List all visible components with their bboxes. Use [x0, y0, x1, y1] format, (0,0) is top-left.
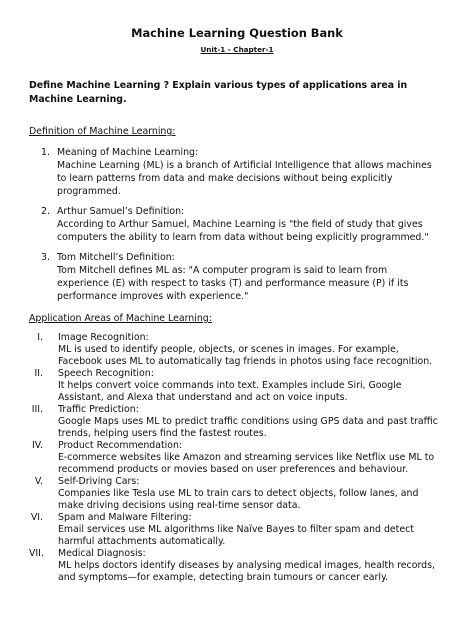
item-heading: Medical Diagnosis: — [58, 548, 146, 559]
item-heading: Image Recognition: — [58, 332, 149, 343]
definition-item — [41, 251, 451, 303]
item-text: ML is used to identify people, objects, or scenes in images. For example, — [58, 344, 399, 355]
application-item — [29, 404, 449, 440]
item-text: Assistant, and Alexa that understand and act on voice inputs. — [58, 392, 348, 403]
application-item — [29, 332, 449, 368]
application-item — [29, 512, 449, 548]
item-text: programmed. — [57, 186, 121, 197]
item-text: make driving decisions using real-time sensor data. — [58, 500, 301, 511]
definition-heading: Definition of Machine Learning: — [29, 126, 176, 137]
item-text: Google Maps uses ML to predict traffic conditions using GPS data and past traffic — [58, 416, 438, 427]
item-number: V. — [34, 476, 43, 487]
applications-list — [29, 332, 449, 584]
item-number: VI. — [30, 512, 43, 523]
question-text — [29, 79, 449, 107]
applications-heading: Application Areas of Machine Learning: — [29, 313, 212, 324]
item-heading: Spam and Malware Filtering: — [58, 512, 192, 523]
item-text: ML helps doctors identify diseases by analysing medical images, health records, — [58, 560, 435, 571]
item-text: It helps convert voice commands into text. Examples include Siri, Google — [58, 380, 402, 391]
item-text: E-commerce websites like Amazon and streaming services like Netflix use ML to — [58, 452, 435, 463]
item-heading: Product Recommendation: — [58, 440, 183, 451]
item-number: III. — [31, 404, 43, 415]
item-text: harmful attachments automatically. — [58, 536, 226, 547]
item-number: VII. — [29, 548, 44, 559]
unit-chapter-label: Unit-1 - Chapter-1 — [200, 45, 274, 54]
item-number: II. — [34, 368, 43, 379]
item-heading: Meaning of Machine Learning: — [57, 147, 199, 158]
application-item — [29, 440, 449, 476]
item-number: I. — [37, 332, 43, 343]
item-text: to learn patterns from data and make decisions without being explicitly — [57, 173, 393, 184]
definition-item — [41, 205, 451, 244]
item-text: trends, helping users find the fastest routes. — [58, 428, 267, 439]
item-number: 2. — [41, 206, 50, 217]
item-number: 3. — [41, 252, 50, 263]
item-text: Tom Mitchell defines ML as: "A computer program is said to learn from — [57, 265, 388, 276]
definition-list — [41, 146, 451, 310]
application-item — [29, 476, 449, 512]
item-text: performance improves with experience." — [57, 291, 249, 302]
item-text: According to Arthur Samuel, Machine Learning is "the field of study that gives — [57, 219, 423, 230]
item-text: Machine Learning (ML) is a branch of Artificial Intelligence that allows machines — [57, 160, 432, 171]
item-text: Companies like Tesla use ML to train cars to detect objects, follow lanes, and — [58, 488, 419, 499]
item-text: and symptoms—for example, detecting brain tumours or cancer early. — [58, 572, 389, 583]
item-text: computers the ability to learn from data without being explicitly programmed." — [57, 232, 429, 243]
definition-item — [41, 146, 451, 198]
item-heading: Self-Driving Cars: — [58, 476, 140, 487]
item-heading: Arthur Samuel’s Definition: — [57, 206, 185, 217]
item-text: experience (E) with respect to tasks (T) and performance measure (P) if its — [57, 278, 409, 289]
application-item — [29, 368, 449, 404]
item-number: 1. — [41, 147, 50, 158]
document-title: Machine Learning Question Bank — [131, 26, 343, 40]
question-line: Machine Learning. — [29, 94, 127, 105]
item-text: Facebook uses ML to automatically tag friends in photos using face recognition. — [58, 356, 433, 367]
application-item — [29, 548, 449, 584]
item-number: IV. — [32, 440, 43, 451]
item-text: Email services use ML algorithms like Naïve Bayes to filter spam and detect — [58, 524, 414, 535]
question-line: Define Machine Learning ? Explain various types of applications area in — [29, 80, 408, 91]
item-heading: Tom Mitchell’s Definition: — [57, 252, 175, 263]
item-heading: Traffic Prediction: — [58, 404, 139, 415]
item-heading: Speech Recognition: — [58, 368, 154, 379]
item-text: recommend products or movies based on user preferences and behaviour. — [58, 464, 409, 475]
